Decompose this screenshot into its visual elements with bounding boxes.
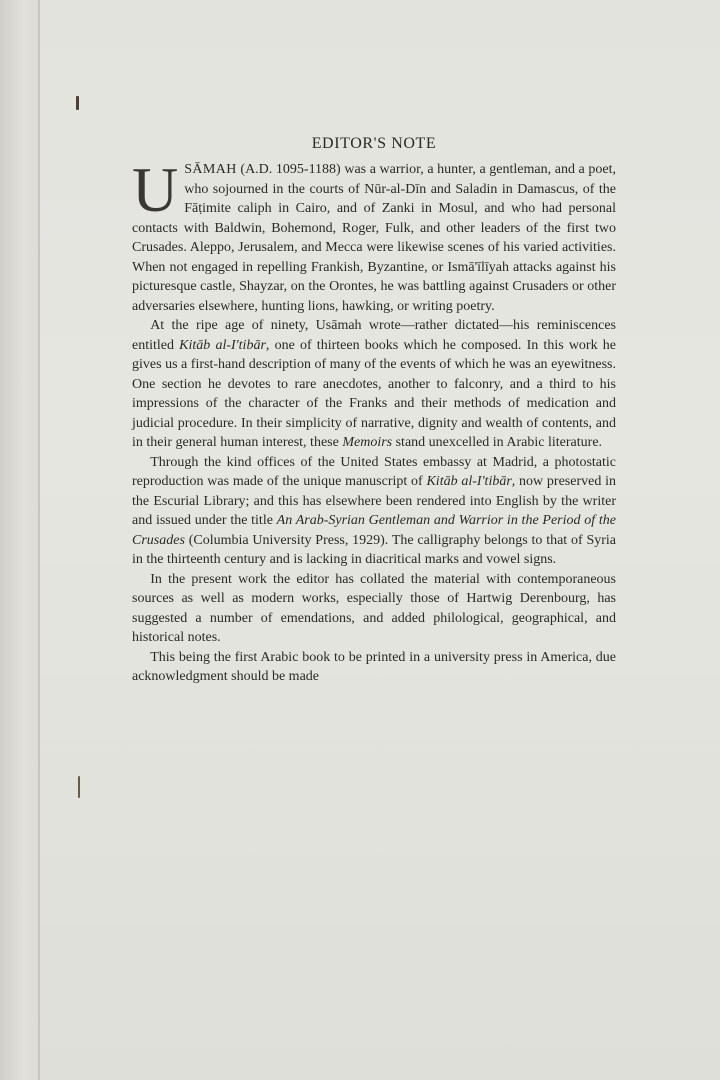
paragraph xyxy=(132,570,616,648)
paragraph xyxy=(132,648,616,687)
italic-title: Kitāb al-I'tibār xyxy=(426,474,512,489)
text-block xyxy=(132,135,616,687)
italic-title: Kitāb al-I'tibār xyxy=(179,337,266,353)
text-run: This being the first Arabic book to be printed in a university press in America, due acknowledgment should be made xyxy=(132,649,616,684)
page-title: EDITOR'S NOTE xyxy=(311,135,437,152)
text-run: (Columbia University Press, 1929). The calligraphy belongs to that of Syria in the thirteenth century and is lacking in diacritical marks and vowel signs. xyxy=(132,532,616,567)
paragraph xyxy=(132,154,616,316)
text-run: , now preserved in the Escurial Library; and this has elsewhere been rendered into English by the writer and issued under the title xyxy=(132,474,617,528)
drop-cap: U xyxy=(132,154,179,225)
italic-title: Memoirs xyxy=(342,435,393,450)
text-run: stand unexcelled in Arabic literature. xyxy=(392,435,603,450)
text-run: At the ripe age of ninety, Usāmah wrote—rather dictated—his reminiscences entitled xyxy=(132,318,616,353)
book-gutter xyxy=(0,0,40,1080)
paragraph xyxy=(132,316,616,453)
book-page xyxy=(40,0,720,1080)
text-run: In the present work the editor has collated the material with contemporaneous sources as well as modern works, especially those of Hartwig Derenbourg, has suggested a number of emendations, and added philological, geographical, and historical notes. xyxy=(132,571,616,645)
paragraph xyxy=(132,453,616,570)
page-mark xyxy=(78,776,80,798)
text-run: Through the kind offices of the United States embassy at Madrid, a photostatic reproduction was made of the unique manuscript of xyxy=(132,454,616,489)
text-run: , one of thirteen books which he composed. In this work he gives us a first-hand description of many of the events of which he was an eyewitness. One section he devotes to rare anecdotes, another to falconry, and a third to his impressions of the character of the Franks and their methods of medication and judicial procedure. In their simplicity of narrative, dignity and wealth of contents, and in their general human interest, these xyxy=(132,337,616,450)
text-run: (A.D. 1095-1188) was a warrior, a hunter, a gentleman, and a poet, who sojourned in the courts of Nūr-al-Dīn and Saladin in Damascus, of the Fāṭimite caliph in Cairo, and of Zanki in Mosul, and who had personal contacts with Baldwin, Bohemond, Roger, Fulk, and other leaders of the first two Crusades. Aleppo, Jerusalem, and Mecca were likewise scenes of his varied activities. When not engaged in repelling Frankish, Byzantine, or Ismā'īlīyah attacks against his picturesque castle, Shayzar, on the Orontes, he was battling against Crusaders or other adversaries elsewhere, hunting lions, hawking, or writing poetry. xyxy=(132,162,616,314)
text-run: SĀMAH xyxy=(184,162,237,177)
page-mark xyxy=(76,96,79,110)
italic-title: An Arab-Syrian Gentleman and Warrior in the Period of the Crusades xyxy=(132,513,616,548)
